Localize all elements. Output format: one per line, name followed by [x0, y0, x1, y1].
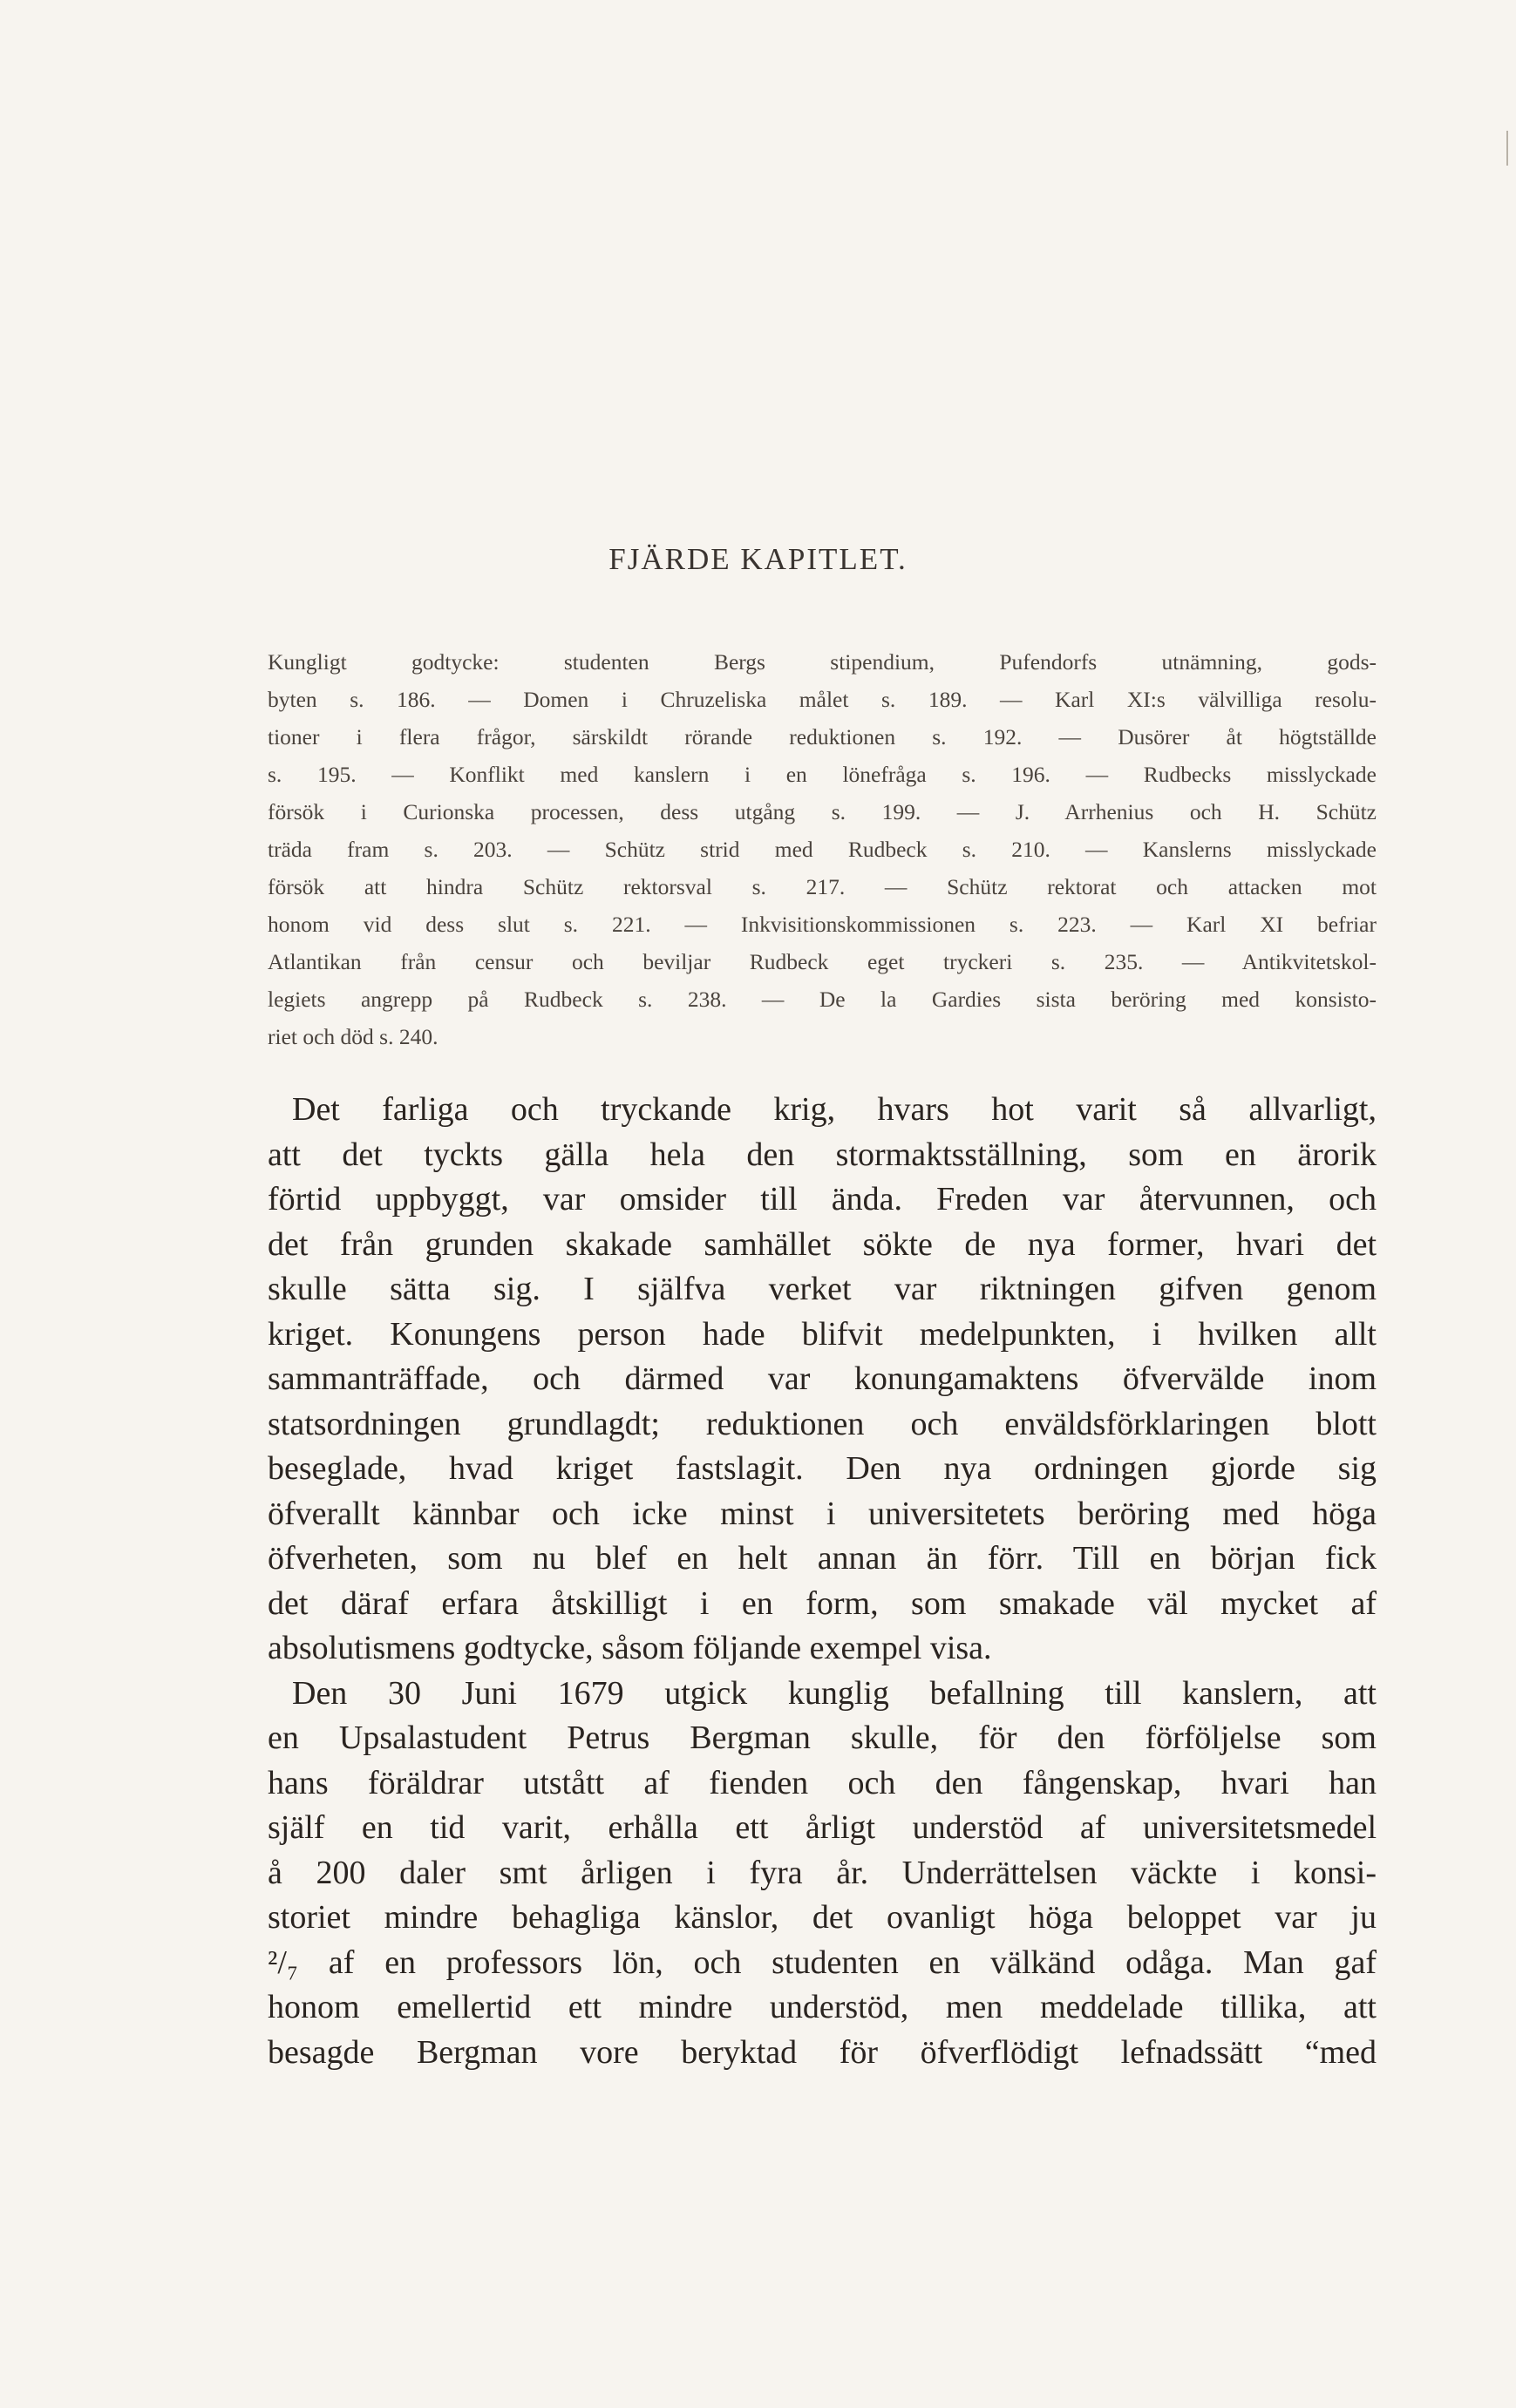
- body-text: [268, 1088, 1377, 2075]
- body-line: ²/₇ af en professors lön, och studenten en välkänd odåga. Man gaf: [268, 1943, 1377, 1981]
- summary-line: honom vid dess slut s. 221. — Inkvisitionskommissionen s. 223. — Karl XI befriar: [268, 912, 1377, 937]
- summary-line: Kungligt godtycke: studenten Bergs stipendium, Pufendorfs utnämning, gods-: [268, 649, 1377, 675]
- body-line: storiet mindre behagliga känslor, det ovanligt höga beloppet var ju: [268, 1899, 1377, 1936]
- body-line: hans föräldrar utstått af fienden och den fångenskap, hvari han: [268, 1764, 1377, 1801]
- body-line: Det farliga och tryckande krig, hvars hot varit så allvarligt,: [292, 1091, 1377, 1128]
- body-line: öfverallt kännbar och icke minst i universitetets beröring med höga: [268, 1495, 1377, 1532]
- body-line: honom emellertid ett mindre understöd, men meddelade tillika, att: [268, 1989, 1377, 2025]
- summary-line: legiets angrepp på Rudbeck s. 238. — De la Gardies sista beröring med konsisto-: [268, 987, 1377, 1012]
- body-line: förtid uppbyggt, var omsider till ända. Freden var återvunnen, och: [268, 1181, 1377, 1218]
- body-line: kriget. Konungens person hade blifvit medelpunkten, i hvilken allt: [268, 1315, 1377, 1353]
- body-line: det från grunden skakade samhället sökte de nya former, hvari det: [268, 1225, 1377, 1263]
- body-line: besagde Bergman vore beryktad för öfverflödigt lefnadssätt “med: [268, 2033, 1377, 2071]
- body-line: absolutismens godtycke, såsom följande exempel visa.: [268, 1630, 992, 1666]
- chapter-summary: [268, 643, 1377, 1055]
- body-line: en Upsalastudent Petrus Bergman skulle, för den förföljelse som: [268, 1720, 1377, 1756]
- summary-line: träda fram s. 203. — Schütz strid med Rudbeck s. 210. — Kanslerns misslyckade: [268, 837, 1377, 862]
- summary-line: s. 195. — Konflikt med kanslern i en lönefråga s. 196. — Rudbecks misslyckade: [268, 762, 1377, 787]
- body-line: det däraf erfara åtskilligt i en form, som smakade väl mycket af: [268, 1584, 1377, 1622]
- body-line: sammanträffade, och därmed var konungamaktens öfvervälde inom: [268, 1360, 1377, 1397]
- summary-line: byten s. 186. — Domen i Chruzeliska målet s. 189. — Karl XI:s välvilliga resolu-: [268, 687, 1377, 712]
- summary-line: försök i Curionska processen, dess utgång s. 199. — J. Arrhenius och H. Schütz: [268, 799, 1377, 824]
- page-edge-mark: [1506, 131, 1508, 166]
- body-line: Den 30 Juni 1679 utgick kunglig befallning till kanslern, att: [292, 1674, 1377, 1712]
- summary-line: Atlantikan från censur och beviljar Rudbeck eget tryckeri s. 235. — Antikvitetskol-: [268, 949, 1377, 974]
- summary-line: tioner i flera frågor, särskildt rörande reduktionen s. 192. — Dusörer åt högtställde: [268, 724, 1377, 750]
- body-line: skulle sätta sig. I själfva verket var riktningen gifven genom: [268, 1271, 1377, 1307]
- paragraph-1: [268, 1088, 1377, 1672]
- chapter-title: FJÄRDE KAPITLET.: [608, 542, 908, 576]
- body-line: statsordningen grundlagdt; reduktionen och enväldsförklaringen blott: [268, 1405, 1377, 1442]
- summary-line: försök att hindra Schütz rektorsval s. 217. — Schütz rektorat och attacken mot: [268, 874, 1377, 899]
- body-line: beseglade, hvad kriget fastslagit. Den nya ordningen gjorde sig: [268, 1450, 1377, 1487]
- body-line: öfverheten, som nu blef en helt annan än förr. Till en början fick: [268, 1540, 1377, 1577]
- paragraph-2: [268, 1672, 1377, 2076]
- summary-line: riet och död s. 240.: [268, 1024, 438, 1049]
- body-line: själf en tid varit, erhålla ett årligt understöd af universitetsmedel: [268, 1809, 1377, 1846]
- body-line: att det tyckts gälla hela den stormaktsställning, som en ärorik: [268, 1136, 1377, 1173]
- body-line: å 200 daler smt årligen i fyra år. Underrättelsen väckte i konsi-: [268, 1854, 1377, 1891]
